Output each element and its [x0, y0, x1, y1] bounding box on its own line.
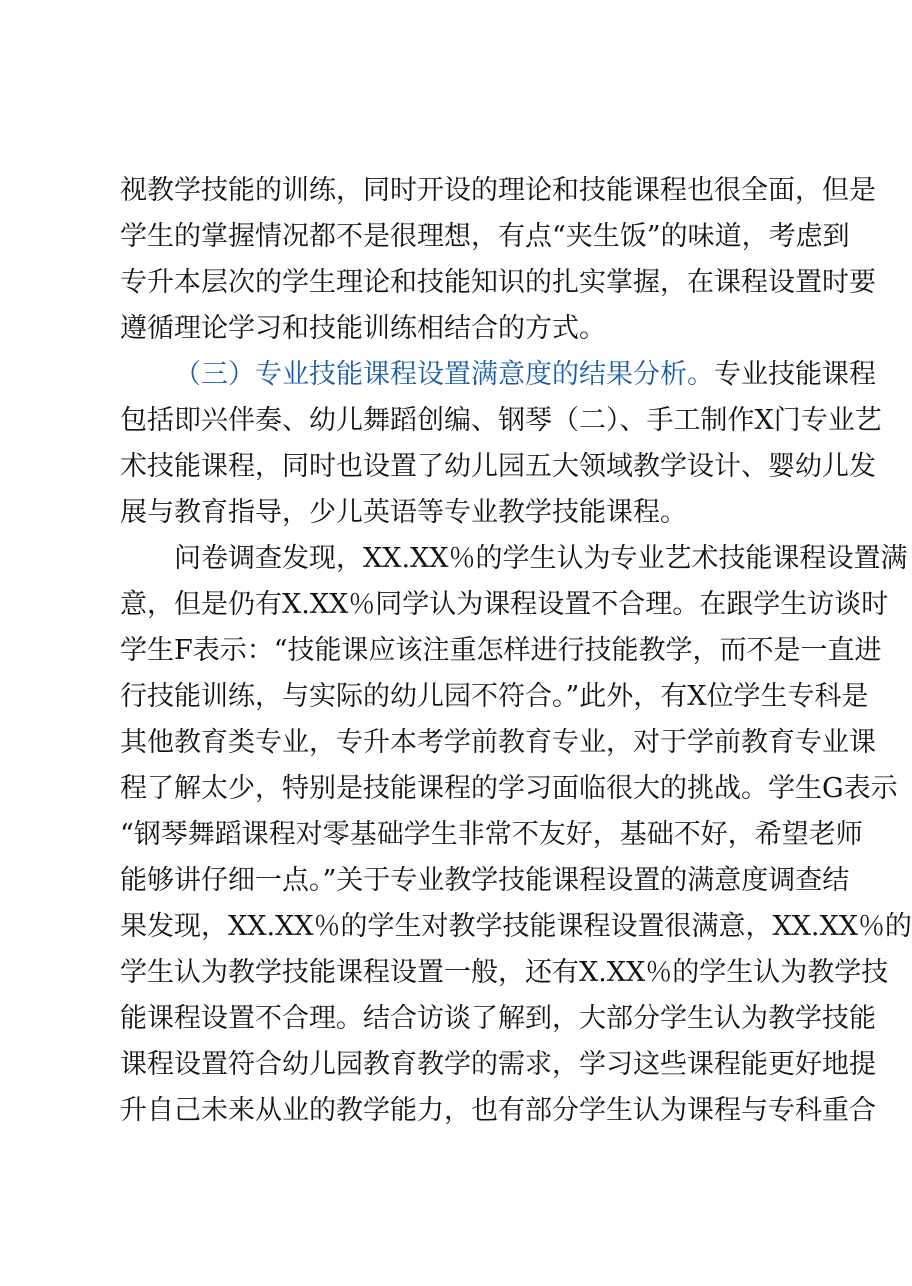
- paragraph-3-line-11: 能课程设置不合理。结合访谈了解到，大部分学生认为教学技能: [120, 1003, 876, 1034]
- paragraph-3-line-3: 学生F表示：“技能课应该注重怎样进行技能教学，而不是一直进: [120, 635, 882, 666]
- paragraph-3-line-2: 意，但是仍有X.XX％同学认为课程设置不合理。在跟学生访谈时: [120, 589, 889, 620]
- paragraph-2-line-3: 术技能课程，同时也设置了幼儿园五大领域教学设计、婴幼儿发: [120, 451, 876, 482]
- paragraph-1-line-3: 专升本层次的学生理论和技能知识的扎实掌握，在课程设置时要: [120, 267, 876, 298]
- paragraph-2-first-rest: 专业技能课程: [714, 359, 876, 390]
- document-body: [120, 168, 912, 1134]
- paragraph-3-line-12: 课程设置符合幼儿园教育教学的需求，学习这些课程能更好地提: [120, 1049, 876, 1080]
- paragraph-3-line-5: 其他教育类专业，专升本考学前教育专业，对于学前教育专业课: [120, 727, 876, 758]
- paragraph-3-line-13: 升自己未来从业的教学能力，也有部分学生认为课程与专科重合: [120, 1095, 876, 1126]
- section-heading: （三）专业技能课程设置满意度的结果分析。: [174, 359, 714, 390]
- paragraph-2-line-2: 包括即兴伴奏、幼儿舞蹈创编、钢琴（二）、手工制作X门专业艺: [120, 405, 882, 436]
- paragraph-3-line-10: 学生认为教学技能课程设置一般，还有X.XX％的学生认为教学技: [120, 957, 889, 988]
- paragraph-3-line-6: 程了解太少，特别是技能课程的学习面临很大的挑战。学生G表示: [120, 773, 898, 804]
- paragraph-2-line-1: [120, 352, 874, 398]
- paragraph-1-line-1: 视教学技能的训练，同时开设的理论和技能课程也很全面，但是: [120, 175, 876, 206]
- paragraph-1-line-2: 学生的掌握情况都不是很理想，有点“夹生饭”的味道，考虑到: [120, 221, 850, 252]
- paragraph-2-line-4: 展与教育指导，少儿英语等专业教学技能课程。: [120, 497, 687, 528]
- paragraph-1-line-4: 遵循理论学习和技能训练相结合的方式。: [120, 313, 606, 344]
- paragraph-3-line-1: 问卷调查发现，XX.XX％的学生认为专业艺术技能课程设置满: [174, 543, 908, 574]
- paragraph-3-line-8: 能够讲仔细一点。”关于专业教学技能课程设置的满意度调查结: [120, 865, 850, 896]
- paragraph-3-line-7: “钢琴舞蹈课程对零基础学生非常不友好，基础不好，希望老师: [120, 819, 863, 850]
- paragraph-3-line-9: 果发现，XX.XX％的学生对教学技能课程设置很满意，XX.XX％的: [120, 911, 912, 942]
- paragraph-3-line-4: 行技能训练，与实际的幼儿园不符合。”此外，有X位学生专科是: [120, 681, 869, 712]
